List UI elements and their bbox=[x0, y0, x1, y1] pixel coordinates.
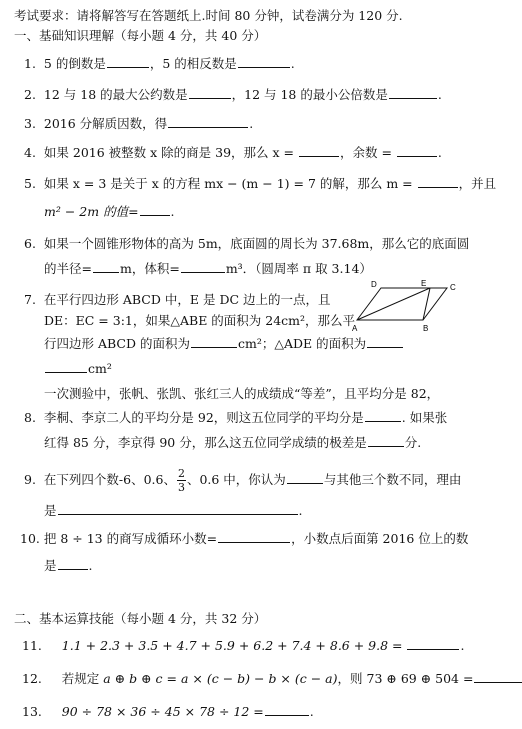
question-number: 7. bbox=[24, 292, 36, 307]
answer-blank[interactable] bbox=[367, 335, 403, 348]
answer-blank[interactable] bbox=[218, 530, 290, 543]
answer-blank[interactable] bbox=[407, 637, 459, 650]
label-c: C bbox=[450, 283, 456, 292]
question-4: 4. 如果 2016 被整数 x 除的商是 39，那么 x = ，余数 = . bbox=[24, 145, 442, 160]
section-1-title: 一、基础知识理解（每小题 4 分，共 40 分） bbox=[14, 28, 267, 43]
question-3: 3. 2016 分解质因数，得 . bbox=[24, 116, 254, 131]
question-10: 10. 把 8 ÷ 13 的商写成循环小数= ，小数点后面第 2016 位上的数 bbox=[20, 531, 469, 546]
question-number: 9. bbox=[24, 472, 36, 487]
answer-blank[interactable] bbox=[181, 260, 225, 273]
answer-blank[interactable] bbox=[238, 55, 290, 68]
label-d: D bbox=[371, 280, 377, 289]
parallelogram-figure bbox=[351, 280, 463, 334]
answer-blank[interactable] bbox=[93, 260, 119, 273]
answer-blank[interactable] bbox=[58, 502, 298, 515]
answer-blank[interactable] bbox=[45, 360, 87, 373]
question-number: 5. bbox=[24, 176, 36, 191]
label-b: B bbox=[423, 324, 429, 333]
question-12: 12. 若规定 a ⊕ b ⊕ c = a × (c − b) − b × (c − a)，则 73 ⊕ 69 ⊕ 504 = bbox=[22, 670, 522, 687]
question-number: 10. bbox=[20, 531, 40, 546]
question-8-line3: 红得 85 分，李京得 90 分，那么这五位同学成绩的极差是 分. bbox=[44, 435, 422, 450]
question-7-line2: DE：EC = 3:1，如果△ABE 的面积为 24cm²，那么平 bbox=[44, 313, 356, 328]
segment-ae bbox=[357, 288, 430, 320]
answer-blank[interactable] bbox=[299, 144, 339, 157]
answer-blank[interactable] bbox=[474, 670, 522, 683]
question-13: 13. 90 ÷ 78 × 36 ÷ 45 × 78 ÷ 12 = . bbox=[22, 704, 314, 719]
answer-blank[interactable] bbox=[140, 203, 170, 216]
question-number: 2. bbox=[24, 87, 36, 102]
question-11: 11. 1.1 + 2.3 + 3.5 + 4.7 + 5.9 + 6.2 + 7.4 + 8.6 + 9.8 = . bbox=[22, 638, 465, 653]
answer-blank[interactable] bbox=[418, 175, 458, 188]
question-number: 12. bbox=[22, 671, 42, 686]
question-9-cont: 是 . bbox=[44, 503, 303, 518]
question-9: 9. 在下列四个数-6、0.6、 $\frac{2}{3}$ 、0.6 中，你认为 与其他三个数不同，理由 bbox=[24, 467, 462, 494]
question-5: 5. 如果 x = 3 是关于 x 的方程 mx − (m − 1) = 7 的解，那么 m = ，并且 bbox=[24, 176, 497, 191]
question-number: 1. bbox=[24, 56, 36, 71]
question-number: 13. bbox=[22, 704, 42, 719]
section-2-title: 二、基本运算技能（每小题 4 分，共 32 分） bbox=[14, 611, 267, 626]
answer-blank[interactable] bbox=[368, 434, 404, 447]
answer-blank[interactable] bbox=[265, 703, 309, 716]
question-number: 11. bbox=[22, 638, 42, 653]
question-number: 4. bbox=[24, 145, 36, 160]
question-7-line4: cm² bbox=[44, 360, 112, 377]
question-6: 6. 如果一个圆锥形物体的高为 5m，底面圆的周长为 37.68m，那么它的底面圆 bbox=[24, 236, 470, 251]
question-8-line2: 8. 李桐、李京二人的平均分是 92，则这五位同学的平均分是 . 如果张 bbox=[24, 410, 448, 425]
question-1: 1. 5 的倒数是 ，5 的相反数是 . bbox=[24, 56, 295, 71]
answer-blank[interactable] bbox=[107, 55, 149, 68]
answer-blank[interactable] bbox=[397, 144, 437, 157]
question-number: 6. bbox=[24, 236, 36, 251]
label-a: A bbox=[352, 324, 358, 333]
question-7-line3: 行四边形 ABCD 的面积为 cm²；△ADE 的面积为 bbox=[44, 335, 404, 352]
question-5-cont: m² − 2m 的值= . bbox=[44, 204, 175, 219]
parallelogram-abcd bbox=[357, 288, 447, 320]
question-number: 3. bbox=[24, 116, 36, 131]
question-10-cont: 是 . bbox=[44, 558, 93, 573]
answer-blank[interactable] bbox=[287, 471, 323, 484]
answer-blank[interactable] bbox=[168, 115, 248, 128]
label-e: E bbox=[421, 280, 427, 288]
question-2: 2. 12 与 18 的最大公约数是 ，12 与 18 的最小公倍数是 . bbox=[24, 87, 442, 102]
answer-blank[interactable] bbox=[58, 557, 88, 570]
fraction-two-thirds: $\frac{2}{3}$ bbox=[177, 467, 185, 494]
exam-requirements: 考试要求：请将解答写在答题纸上.时间 80 分钟，试卷满分为 120 分. bbox=[14, 8, 403, 23]
answer-blank[interactable] bbox=[389, 86, 437, 99]
answer-blank[interactable] bbox=[191, 335, 237, 348]
question-7: 7. 在平行四边形 ABCD 中，E 是 DC 边上的一点，且 bbox=[24, 292, 331, 307]
question-6-cont: 的半径= m，体积= m³．（圆周率 π 取 3.14） bbox=[44, 261, 372, 276]
question-number: 8. bbox=[24, 410, 36, 425]
answer-blank[interactable] bbox=[189, 86, 231, 99]
answer-blank[interactable] bbox=[365, 409, 401, 422]
question-8: 一次测验中，张帆、张凯、张红三人的成绩成“等差”，且平均分是 82， bbox=[44, 386, 440, 401]
